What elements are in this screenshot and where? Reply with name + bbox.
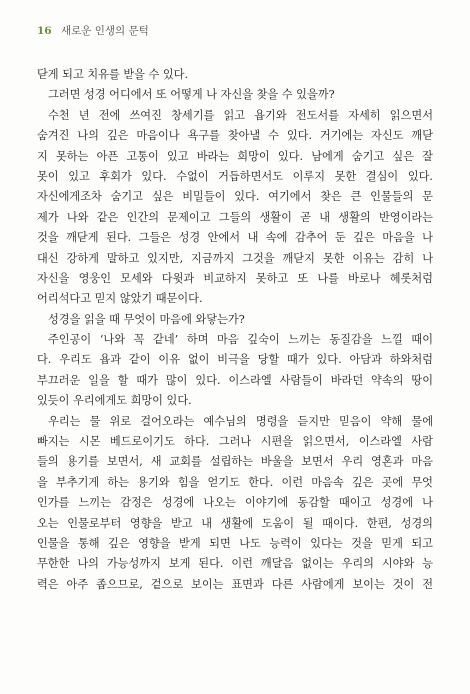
text-line: 수천 년 전에 쓰여진 창세기를 읽고 욥기와 전도서를 자세히 읽으면서	[48, 108, 433, 122]
body-text	[37, 65, 433, 595]
text-line: 성경을 읽을 때 무엇이 마음에 와닿는가?	[48, 312, 245, 326]
text-line: 인물을 통해 깊은 영향을 받게 되면 나도 능력이 있다는 것을 믿게 되고	[37, 536, 433, 550]
text-line: 력은 아주 좁으므로, 겉으로 보이는 표면과 다른 사람에게 보이는 것이 전	[37, 577, 433, 591]
text-line: 그러면 성경 어디에서 또 어떻게 나 자신을 찾을 수 있을까?	[48, 88, 335, 102]
text-line: 무한한 나의 가능성까지 보게 된다. 이런 깨달음 없이는 우리의 시야와 능	[37, 557, 433, 571]
text-line: 우리는 물 위로 걸어오라는 예수님의 명령을 듣지만 믿음이 약해 물에	[48, 414, 433, 428]
text-line: 지 못하는 아픈 고통이 있고 바라는 희망이 있다. 남에게 숨기고 싶은 잘	[37, 149, 433, 163]
text-line: 자신에게조차 숨기고 싶은 비밀들이 있다. 여기에서 찾은 큰 인물들의 문	[37, 190, 433, 204]
page-number: 16	[37, 25, 52, 37]
text-line: 어리석다고 믿지 않았기 때문이다.	[37, 292, 203, 306]
text-line: 인가를 느끼는 감정은 성경에 나오는 이야기에 동감할 때이고 성경에 나	[37, 496, 433, 510]
text-line: 부끄러운 일을 할 때가 많이 있다. 이스라엘 사람들이 바라던 약속의 땅이	[37, 373, 433, 387]
text-line: 을 부추기게 하는 용기와 힘을 얻기도 한다. 이런 마음속 깊은 곳에 무엇	[37, 475, 433, 489]
text-line: 다. 우리도 욥과 같이 이유 없이 비극을 당할 때가 있다. 아담과 하와처럼	[37, 353, 433, 367]
text-line: 제가 나와 같은 인간의 문제이고 그들의 생활이 곧 내 생활의 반영이라는	[37, 210, 433, 224]
text-line: 오는 인물로부터 영향을 받고 내 생활에 도움이 될 때이다. 한편, 성경의	[37, 516, 433, 530]
text-line: 못이 있고 후회가 있다. 수없이 거듭하면서도 이루지 못한 결심이 있다.	[37, 169, 433, 183]
text-line: 있듯이 우리에게도 희망이 있다.	[37, 394, 192, 408]
text-line: 주인공이 ‘나와 꼭 같네’ 하며 마음 깊숙이 느끼는 동질감을 느낄 때이	[48, 333, 433, 347]
text-line: 닫게 되고 치유를 받을 수 있다.	[37, 68, 189, 81]
running-head	[37, 23, 149, 38]
text-line: 숨겨진 나의 깊은 마음이나 욕구를 찾아낼 수 있다. 거기에는 자신도 깨닫	[37, 129, 433, 143]
text-line: 대신 강하게 말하고 있지만, 지금까지 그것을 깨닫지 못한 이유는 감히 나	[37, 251, 433, 265]
text-line: 들의 용기를 보면서, 새 교회를 설립하는 바울을 보면서 우리 영혼과 마음	[37, 455, 433, 469]
book-title: 새로운 인생의 문턱	[60, 25, 149, 37]
text-line: 것을 깨닫게 된다. 그들은 성경 안에서 내 속에 감추어 둔 깊은 마음을 나	[37, 231, 433, 245]
text-line: 자신을 영웅인 모세와 다윗과 비교하지 못하고 또 나를 바로나 헤롯처럼	[37, 271, 433, 285]
text-line: 빠지는 시몬 베드로이기도 하다. 그러나 시편을 읽으면서, 이스라엘 사람	[37, 435, 433, 449]
